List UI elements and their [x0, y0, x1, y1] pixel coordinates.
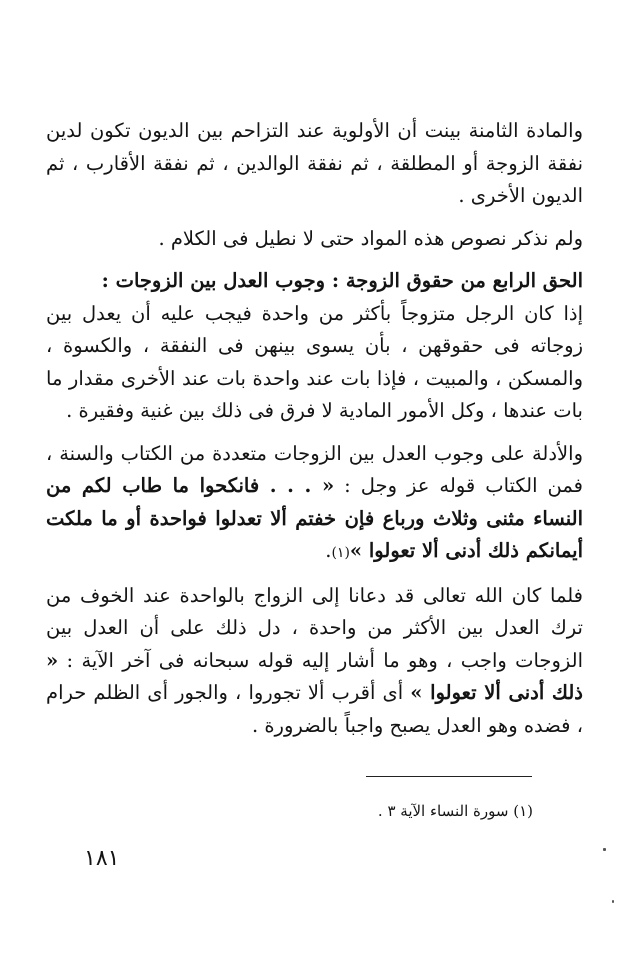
quran-verse: « . . . فانكحوا ما طاب لكم من النساء مثنى وثلاث ورباع فإن خفتم ألا تعدلوا فواحدة أو ما ملكت أيمانكم ذلك أدنى ألا تعولوا »: [46, 474, 583, 562]
paragraph-gap: [46, 255, 583, 265]
quran-verse-quote: « ذلك أدنى ألا تعولوا »: [46, 648, 583, 704]
page-number: ١٨١: [84, 846, 120, 871]
paragraph-1: والمادة الثامنة بينت أن الأولوية عند التزاحم بين الديون تكون لدين نفقة الزوجة أو المطلقة ، ثم نفقة الوالدين ، ثم نفقة الأقارب ، ثم الديون الأخرى .: [46, 119, 583, 207]
paragraph-3: إذا كان الرجل متزوجاً بأكثر من واحدة فيجب عليه أن يعدل بين زوجاته فى حقوقهن ، بأن يسوى بينهن فى النفقة ، والكسوة ، والمسكن ، والمبيت ، فإذا بات عند واحدة بات عند الأخرى مقدار ما بات عندها ، وكل الأمور المادية لا فرق فى ذلك بين غنية وفقيرة .: [46, 301, 583, 422]
paragraph-4-end: .: [325, 539, 332, 562]
paragraph-2: ولم نذكر نصوص هذه المواد حتى لا نطيل فى الكلام .: [158, 226, 583, 250]
scan-speck: [612, 900, 614, 903]
paragraph-5-start: فلما كان الله تعالى قد دعانا إلى الزواج بالواحدة عند الخوف من ترك العدل بين الأكثر من واحدة ، دل ذلك على أن العدل بين الزوجات واجب ، وهو ما أشار إليه قوله سبحانه فى آخر الآية :: [46, 583, 583, 672]
footnote: (١) سورة النساء الآية ٣ .: [377, 802, 533, 820]
section-heading: الحق الرابع من حقوق الزوجة : وجوب العدل بين الزوجات :: [101, 269, 583, 292]
body-text: [46, 115, 583, 742]
paragraph-gap: [46, 428, 583, 438]
paragraph-4: [46, 438, 583, 570]
paragraph-4-intro: والأدلة على وجوب العدل بين الزوجات متعددة من الكتاب والسنة ، فمن الكتاب قوله عز وجل :: [46, 441, 583, 497]
footnote-divider: [366, 776, 532, 777]
paragraph-5: [46, 580, 583, 743]
paragraph-5-end: أى أقرب ألا تجوروا ، والجور أى الظلم حرام ، فضده وهو العدل يصبح واجباً بالضرورة .: [46, 681, 583, 737]
paragraph-gap: [46, 213, 583, 223]
scan-speck: [603, 848, 606, 851]
paragraph-gap: [46, 570, 583, 580]
footnote-marker: (١): [331, 545, 350, 561]
